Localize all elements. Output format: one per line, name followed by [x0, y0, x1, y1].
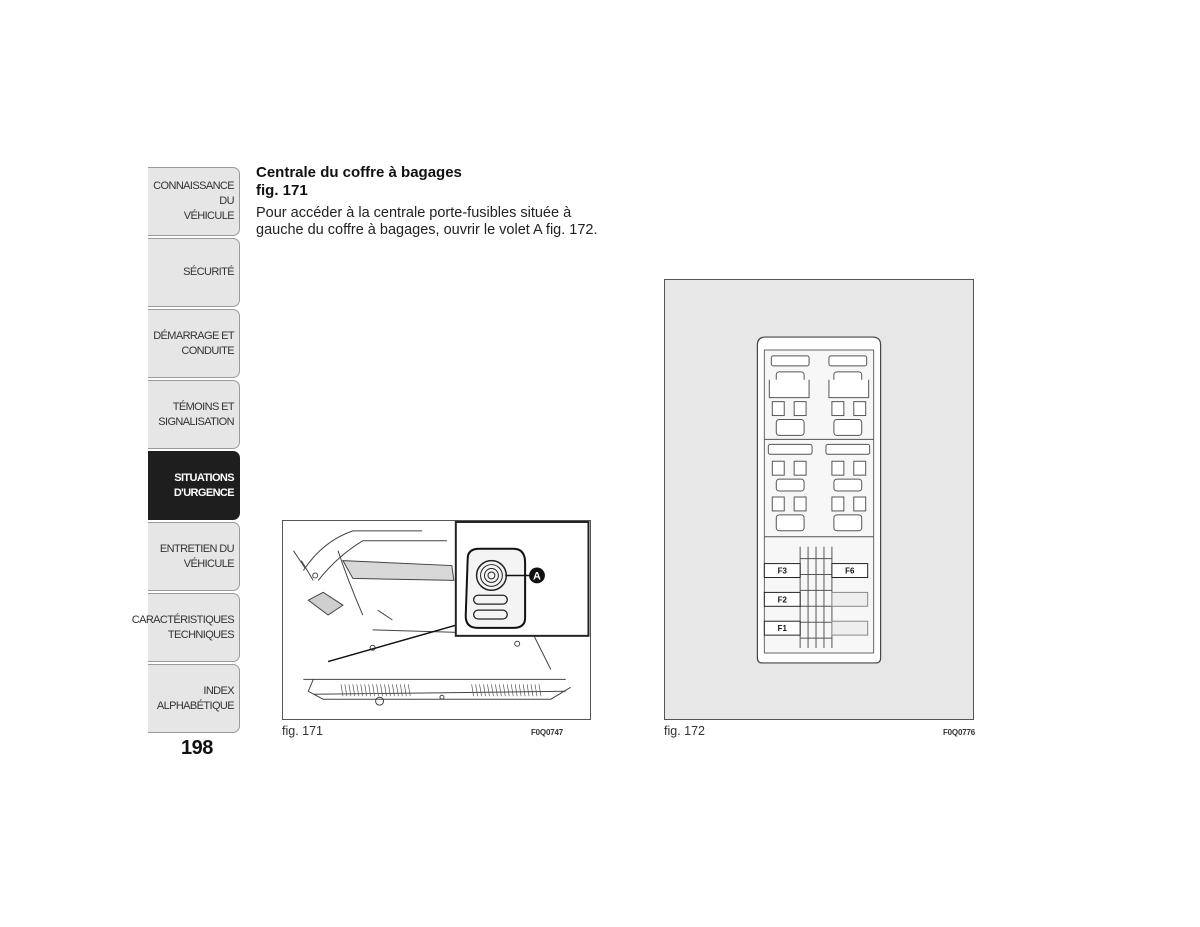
fuse-f1-label: F1	[777, 624, 787, 634]
tab-entretien-du-vehicule[interactable]: ENTRETIEN DU VÉHICULE	[148, 522, 240, 591]
figure-171-trunk-illustration	[282, 520, 591, 720]
page-number: 198	[181, 737, 213, 759]
heading-title: Centrale du coffre à bagages	[256, 164, 462, 181]
tab-index-alphabetique[interactable]: INDEX ALPHABÉTIQUE	[148, 664, 240, 733]
figure-172-caption: fig. 172	[664, 724, 706, 738]
figure-171-code: F0Q0747	[531, 728, 563, 737]
tab-connaissance-du-vehicule[interactable]: CONNAISSANCE DU VÉHICULE	[148, 167, 240, 236]
section-heading	[256, 164, 462, 200]
figure-172-code: F0Q0776	[943, 728, 975, 737]
tab-situations-d-urgence[interactable]: SITUATIONS D'URGENCE	[148, 451, 240, 520]
figure-171-caption: fig. 171	[282, 724, 324, 738]
fuse-box-illustration	[665, 280, 973, 719]
body-paragraph: Pour accéder à la centrale porte-fusibles située à gauche du coffre à bagages, ouvrir le volet A fig. 172.	[256, 205, 598, 238]
trunk-illustration	[283, 521, 590, 719]
tab-demarrage-et-conduite[interactable]: DÉMARRAGE ET CONDUITE	[148, 309, 240, 378]
tab-temoins-et-signalisation[interactable]: TÉMOINS ET SIGNALISATION	[148, 380, 240, 449]
tab-securite[interactable]: SÉCURITÉ	[148, 238, 240, 307]
fuse-f2-label: F2	[777, 595, 787, 605]
figure-172-fuse-box-illustration	[664, 279, 974, 720]
heading-figure-ref: fig. 171	[256, 182, 308, 199]
fuse-f6-label: F6	[845, 566, 855, 576]
callout-a: A	[533, 570, 541, 583]
tab-caracteristiques-techniques[interactable]: CARACTÉRISTIQUES TECHNIQUES	[148, 593, 240, 662]
fuse-f3-label: F3	[777, 566, 787, 576]
